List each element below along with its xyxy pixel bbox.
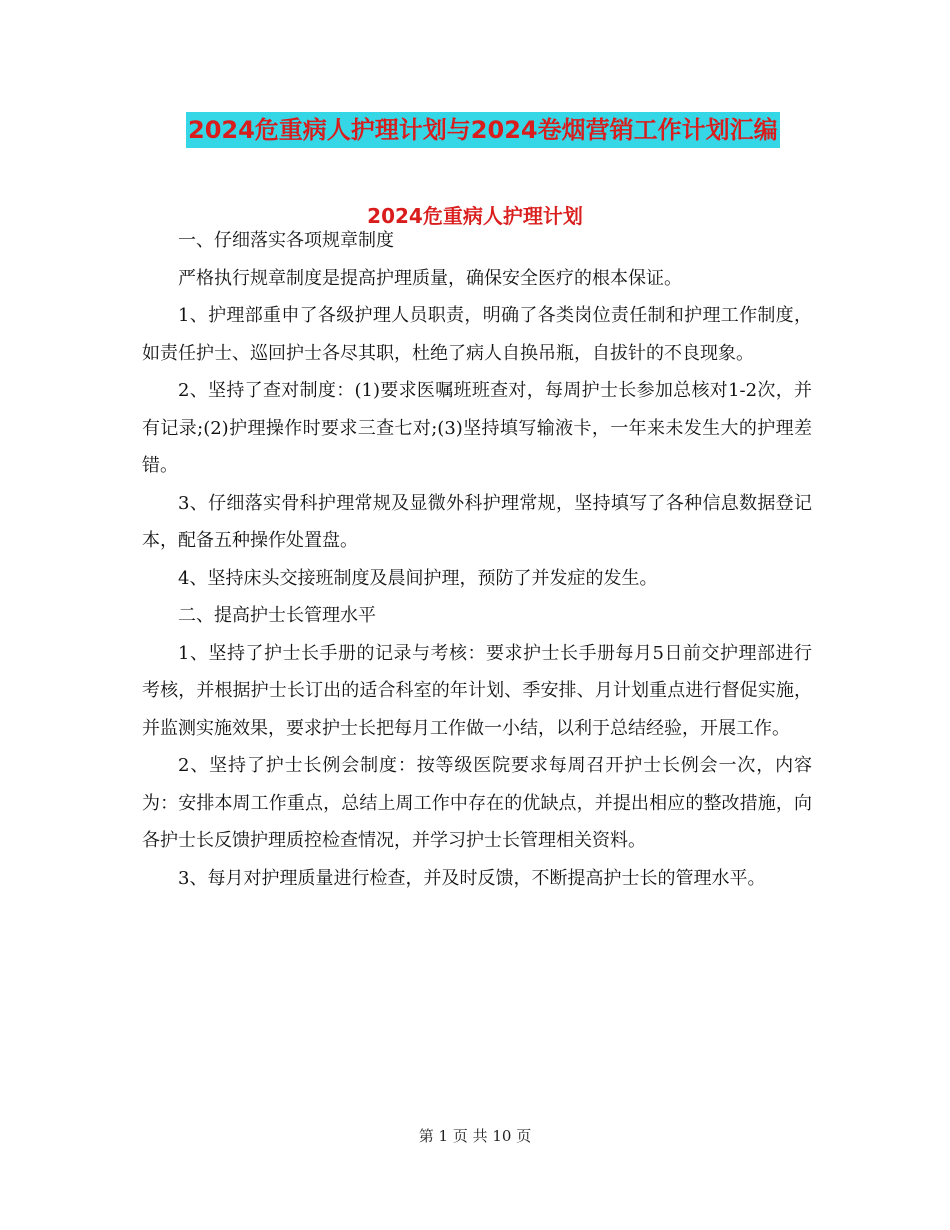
- paragraph: 3、每月对护理质量进行检查，并及时反馈，不断提高护士长的管理水平。: [178, 867, 766, 889]
- paragraph: 3、仔细落实骨科护理常规及显微外科护理常规，坚持填写了各种信息数据登记本，配备五种操作处置盘。: [142, 492, 812, 551]
- paragraph: 4、坚持床头交接班制度及晨间护理，预防了并发症的发生。: [178, 567, 658, 589]
- paragraph: 1、坚持了护士长手册的记录与考核：要求护士长手册每月5日前交护理部进行考核，并根据护士长订出的适合科室的年计划、季安排、月计划重点进行督促实施，并监测实施效果，要求护士长把每月工作做一小结，以利于总结经验，开展工作。: [142, 642, 812, 739]
- heading-1: 一、仔细落实各项规章制度: [178, 230, 394, 251]
- paragraph: 2、坚持了查对制度：(1)要求医嘱班班查对，每周护士长参加总核对1-2次，并有记录;(2)护理操作时要求三查七对;(3)坚持填写输液卡，一年来未发生大的护理差错。: [142, 380, 812, 476]
- paragraph: 1、护理部重申了各级护理人员职责，明确了各类岗位责任制和护理工作制度，如责任护士、巡回护士各尽其职，杜绝了病人自换吊瓶，自拔针的不良现象。: [142, 305, 812, 364]
- section-title: 2024危重病人护理计划: [367, 204, 583, 228]
- paragraph: 2、坚持了护士长例会制度：按等级医院要求每周召开护士长例会一次，内容为：安排本周工作重点，总结上周工作中存在的优缺点，并提出相应的整改措施，向各护士长反馈护理质控检查情况，并学习护士长管理相关资料。: [142, 755, 812, 851]
- paragraph: 严格执行规章制度是提高护理质量，确保安全医疗的根本保证。: [178, 267, 682, 289]
- heading-2: 二、提高护士长管理水平: [178, 605, 376, 626]
- document-body: [142, 222, 812, 897]
- document-title: 2024危重病人护理计划与2024卷烟营销工作计划汇编: [186, 112, 780, 148]
- page-footer: 第 1 页 共 10 页: [418, 1127, 532, 1145]
